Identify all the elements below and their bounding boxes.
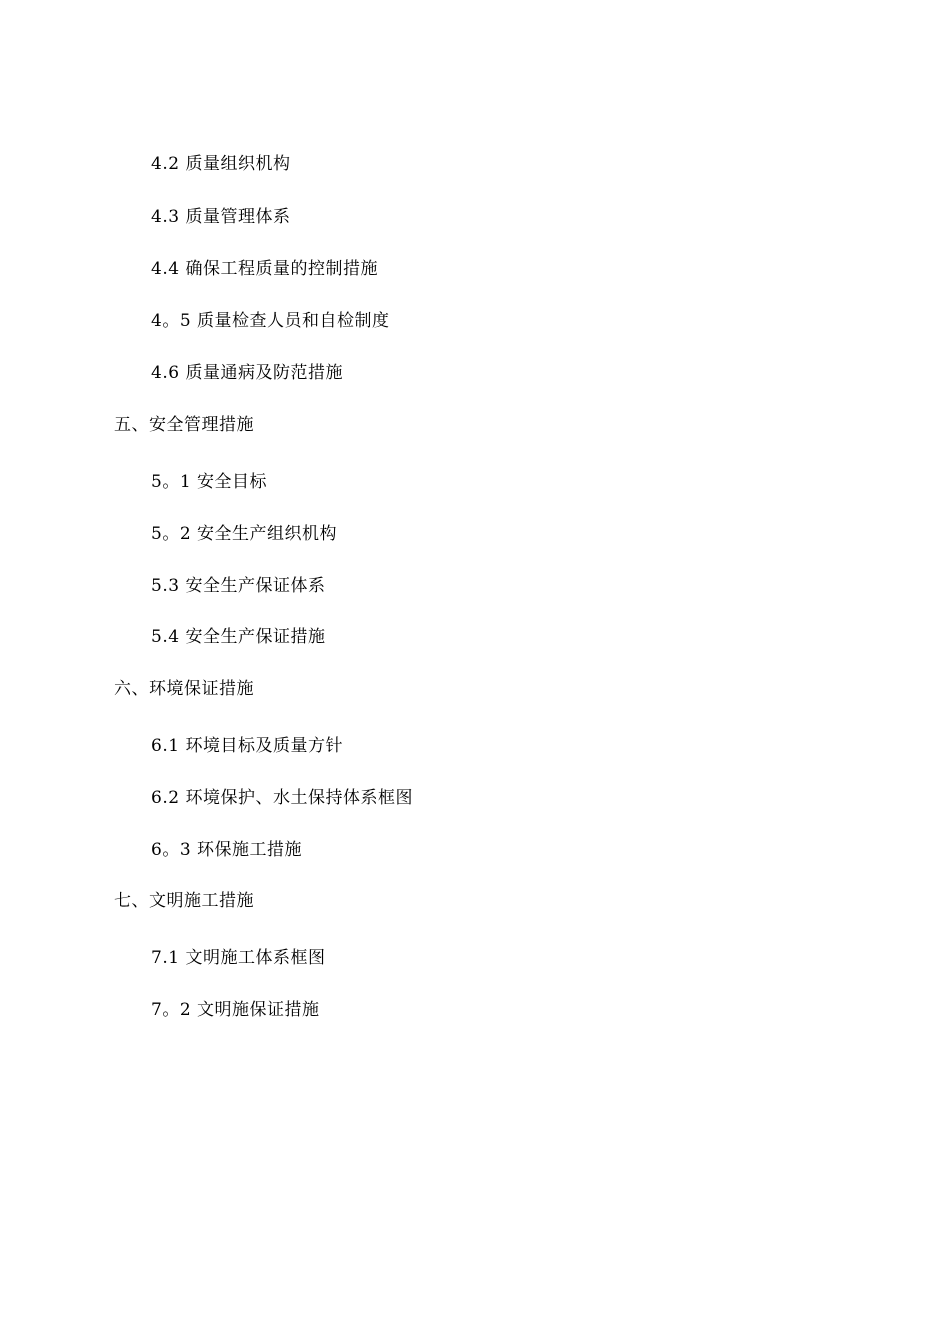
toc-entry-4-3: 4.3 质量管理体系 bbox=[151, 207, 291, 227]
toc-section-6: 六、环境保证措施 bbox=[114, 679, 254, 699]
toc-entry-5-4: 5.4 安全生产保证措施 bbox=[151, 627, 326, 647]
toc-entry-5-1: 5。1 安全目标 bbox=[151, 472, 268, 492]
toc-entry-4-5: 4。5 质量检查人员和自检制度 bbox=[151, 311, 390, 331]
toc-entry-7-1: 7.1 文明施工体系框图 bbox=[151, 948, 326, 968]
toc-entry-6-1: 6.1 环境目标及质量方针 bbox=[151, 736, 343, 756]
toc-entry-5-3: 5.3 安全生产保证体系 bbox=[151, 576, 326, 596]
toc-entry-4-2: 4.2 质量组织机构 bbox=[151, 154, 291, 174]
toc-entry-4-4: 4.4 确保工程质量的控制措施 bbox=[151, 259, 378, 279]
toc-entry-4-6: 4.6 质量通病及防范措施 bbox=[151, 363, 343, 383]
toc-section-5: 五、安全管理措施 bbox=[114, 415, 254, 435]
toc-entry-5-2: 5。2 安全生产组织机构 bbox=[151, 524, 338, 544]
toc-entry-7-2: 7。2 文明施保证措施 bbox=[151, 1000, 320, 1020]
toc-entry-6-2: 6.2 环境保护、水土保持体系框图 bbox=[151, 788, 413, 808]
toc-entry-6-3: 6。3 环保施工措施 bbox=[151, 840, 303, 860]
toc-section-7: 七、文明施工措施 bbox=[114, 891, 254, 911]
